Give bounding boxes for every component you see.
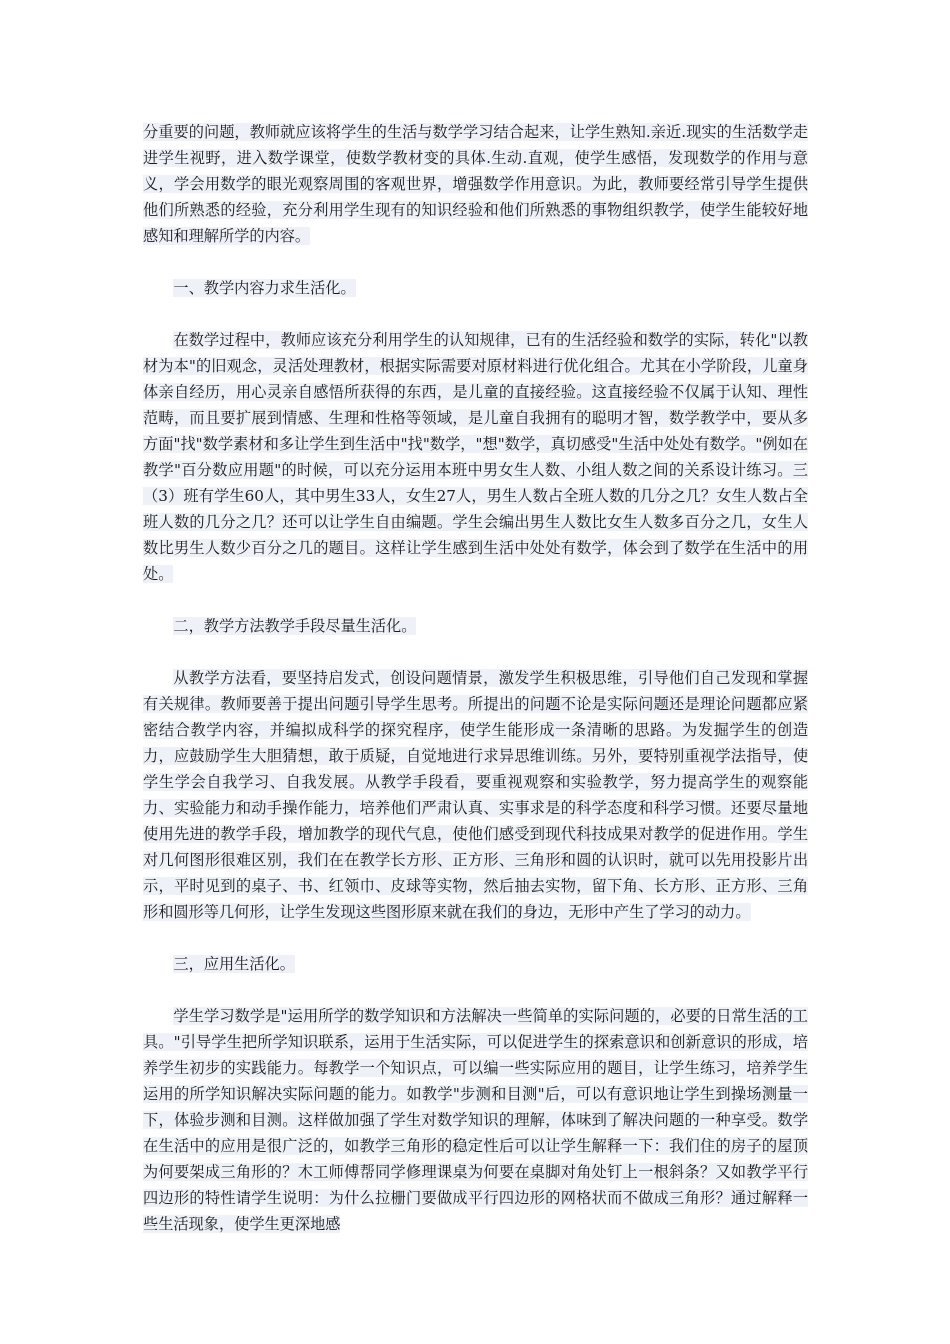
paragraph-section-3-text: 学生学习数学是"运用所学的数学知识和方法解决一些简单的实际问题的，必要的日常生活的工具。"引导学生把所学知识联系，运用于生活实际，可以促进学生的探索意识和创新意识的形成，培养学生初步的实践能力。每教学一个知识点，可以编一些实际应用的题目，让学生练习，培养学生运用的所学知识解决实际问题的能力。如教学"步测和目测"后，可以有意识地让学生到操场测量一下，体验步测和目测。这样做加强了学生对数学知识的理解，体味到了解决问题的一种享受。数学在生活中的应用是很广泛的，如教学三角形的稳定性后可以让学生解释一下：我们住的房子的屋顶为何要架成三角形的？木工师傅帮同学修理课桌为何要在桌脚对角处钉上一根斜条？又如教学平行四边形的特性请学生说明：为什么拉栅门要做成平行四边形的网格状而不做成三角形？通过解释一些生活现象，使学生更深地感 [143,1007,808,1233]
section-heading-3-text: 三，应用生活化。 [173,955,295,973]
section-heading-2 [143,613,808,639]
section-heading-3 [143,951,808,977]
paragraph-gap [143,249,808,275]
paragraph-section-2-text: 从教学方法看，要坚持启发式，创设问题情景，激发学生积极思维，引导他们自己发现和掌握有关规律。教师要善于提出问题引导学生思考。所提出的问题不论是实际问题还是理论问题都应紧密结合教学内容，并编拟成科学的探究程序，使学生能形成一条清晰的思路。为发掘学生的创造力，应鼓励学生大胆猜想，敢于质疑，自觉地进行求异思维训练。另外，要特别重视学法指导，使学生学会自我学习、自我发展。从教学手段看，要重视观察和实验教学，努力提高学生的观察能力、实验能力和动手操作能力，培养他们严肃认真、实事求是的科学态度和科学习惯。还要尽量地使用先进的教学手段，增加教学的现代气息，使他们感受到现代科技成果对教学的促进作用。学生对几何图形很难区别，我们在在教学长方形、正方形、三角形和圆的认识时，就可以先用投影片出示，平时见到的桌子、书、红领巾、皮球等实物，然后抽去实物，留下角、长方形、正方形、三角形和圆形等几何形，让学生发现这些图形原来就在我们的身边，无形中产生了学习的动力。 [143,669,808,921]
paragraph-intro [143,119,808,249]
section-heading-2-text: 二，教学方法教学手段尽量生活化。 [173,617,417,635]
paragraph-gap [143,977,808,1003]
paragraph-intro-text: 分重要的问题，教师就应该将学生的生活与数学学习结合起来，让学生熟知.亲近.现实的生活数学走进学生视野，进入数学课堂，使数学教材变的具体.生动.直观，使学生感悟，发现数学的作用与意义，学会用数学的眼光观察周围的客观世界，增强数学作用意识。为此，教师要经常引导学生提供他们所熟悉的经验，充分利用学生现有的知识经验和他们所熟悉的事物组织教学，使学生能较好地感知和理解所学的内容。 [143,123,808,245]
document-body [143,119,808,1237]
paragraph-section-1 [143,327,808,587]
paragraph-gap [143,301,808,327]
paragraph-gap [143,639,808,665]
paragraph-section-2 [143,665,808,925]
paragraph-section-1-text: 在数学过程中，教师应该充分利用学生的认知规律，已有的生活经验和数学的实际，转化"以教材为本"的旧观念，灵活处理教材，根据实际需要对原材料进行优化组合。尤其在小学阶段，儿童身体亲自经历，用心灵亲自感悟所获得的东西，是儿童的直接经验。这直接经验不仅属于认知、理性范畴，而且要扩展到情感、生理和性格等领域，是儿童自我拥有的聪明才智，数学教学中，要从多方面"找"数学素材和多让学生到生活中"找"数学，"想"数学，真切感受"生活中处处有数学。"例如在教学"百分数应用题"的时候，可以充分运用本班中男女生人数、小组人数之间的关系设计练习。三（3）班有学生60人，其中男生33人，女生27人，男生人数占全班人数的几分之几？女生人数占全班人数的几分之几？还可以让学生自由编题。学生会编出男生人数比女生人数多百分之几，女生人数比男生人数少百分之几的题目。这样让学生感到生活中处处有数学，体会到了数学在生活中的用处。 [143,331,808,583]
section-heading-1-text: 一、教学内容力求生活化。 [173,279,356,297]
paragraph-section-3 [143,1003,808,1237]
paragraph-gap [143,587,808,613]
section-heading-1 [143,275,808,301]
paragraph-gap [143,925,808,951]
